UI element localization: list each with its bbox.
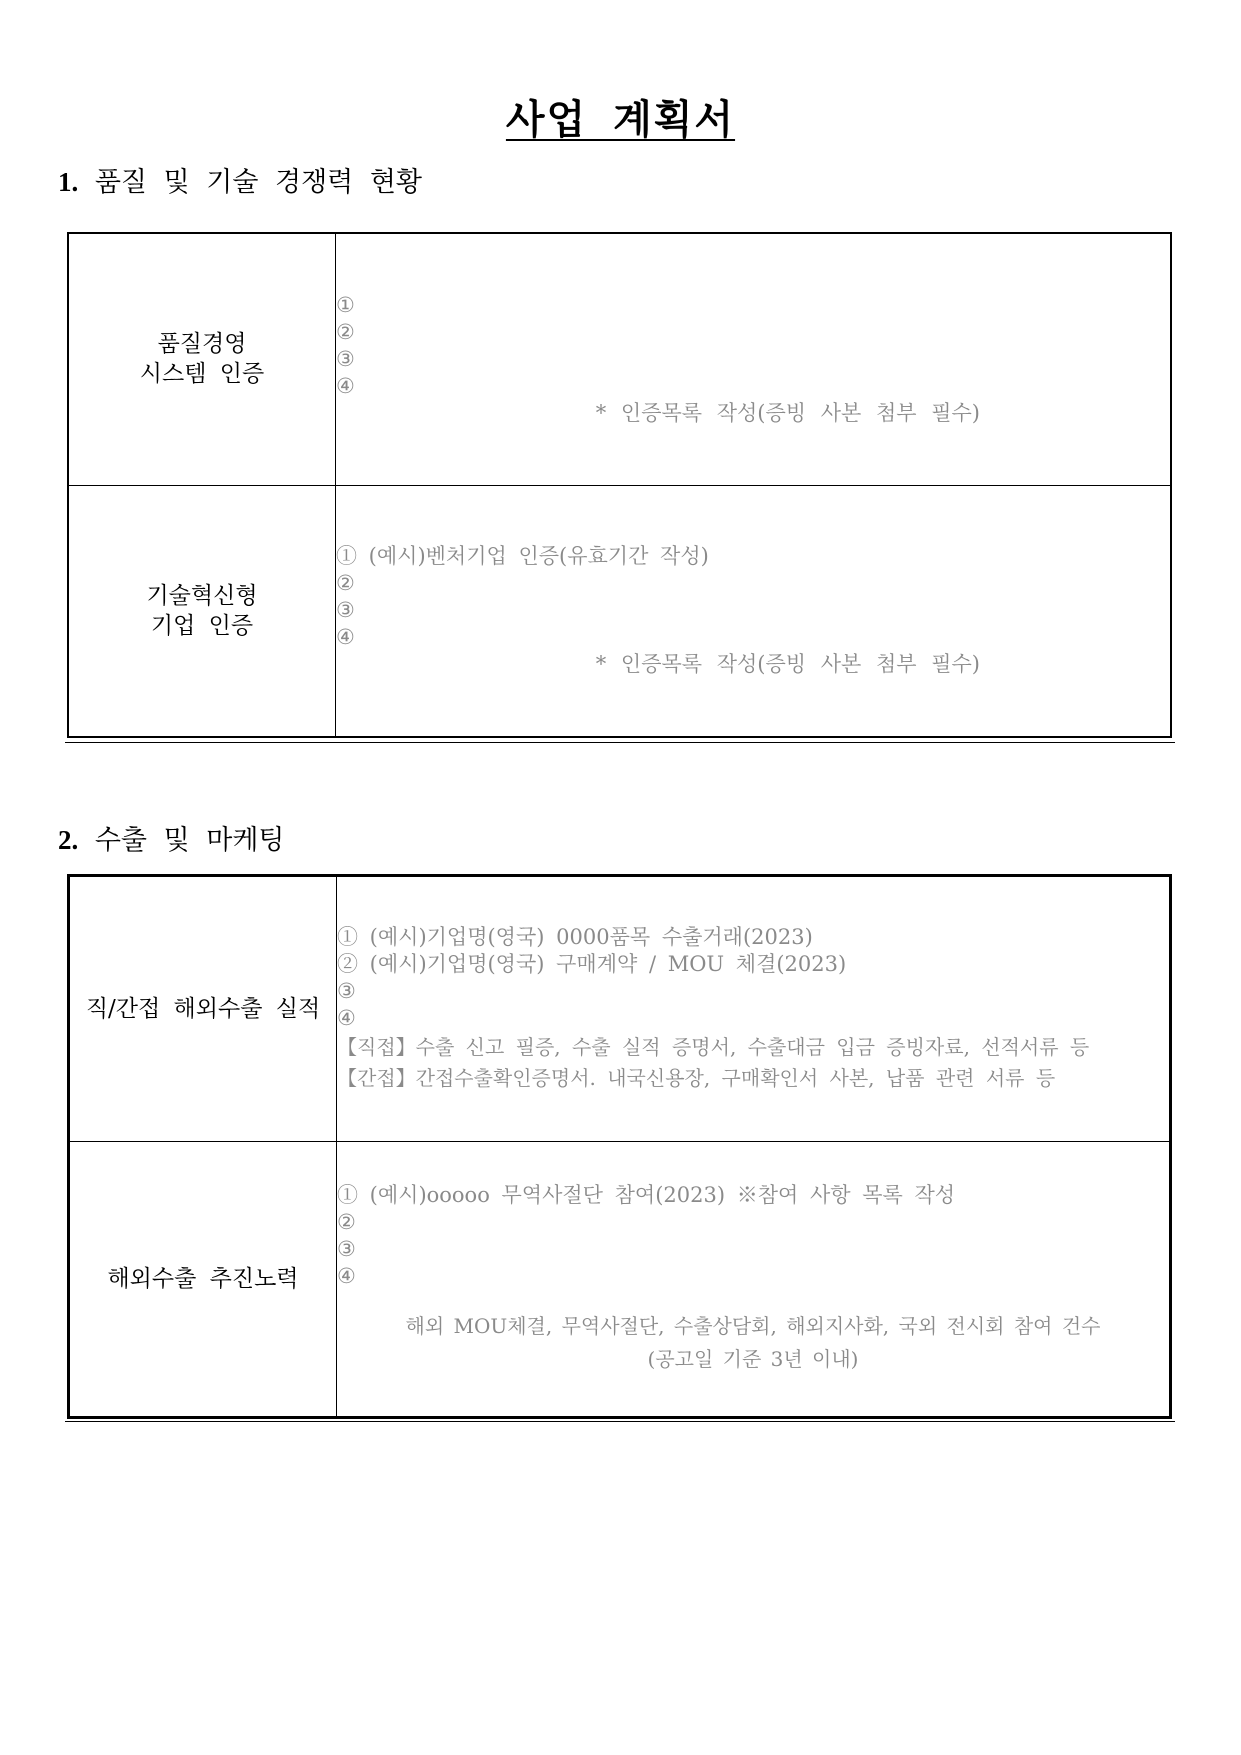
label-line: 기술혁신형 — [146, 582, 258, 609]
section-2-title: 수출 및 마케팅 — [94, 825, 285, 856]
row-content[interactable] — [337, 1142, 1171, 1418]
list-item: ① (예시)ooooo 무역사절단 참여(2023) ※참여 사항 목록 작성 — [337, 1183, 956, 1207]
list-item: ② — [337, 1210, 356, 1234]
list-item: ③ — [337, 1237, 356, 1261]
list-item: ④ — [336, 625, 355, 650]
guidance-note: (공고일 기준 3년 이내) — [647, 1347, 859, 1371]
list-item: ① (예시)벤처기업 인증(유효기간 작성) — [336, 544, 709, 569]
row-label — [68, 485, 336, 737]
section-1-title: 품질 및 기술 경쟁력 현황 — [94, 167, 422, 198]
spacer — [337, 1290, 1169, 1310]
table-underline — [65, 742, 1175, 743]
guidance-note: 해외 MOU체결, 무역사절단, 수출상담회, 해외지사화, 국외 전시회 참여 건수 — [405, 1314, 1101, 1338]
document-title-wrap — [0, 88, 1241, 145]
list-item: ③ — [336, 346, 355, 371]
list-item: ① (예시)기업명(영국) 0000품목 수출거래(2023) — [337, 925, 813, 949]
guidance-note: * 인증목록 작성(증빙 사본 첨부 필수) — [595, 400, 980, 425]
label-line: 직/간접 해외수출 실적 — [85, 996, 321, 1022]
table-underline — [65, 1421, 1175, 1422]
label-line: 품질경영 — [157, 331, 247, 358]
evidence-note: 【직접】수출 신고 필증, 수출 실적 증명서, 수출대금 입금 증빙자료, 선적서류 등 — [337, 1035, 1090, 1059]
list-item: ③ — [337, 979, 356, 1003]
list-item: ④ — [337, 1006, 356, 1030]
list-item: ① — [336, 292, 355, 317]
document-title: 사업 계획서 — [505, 97, 736, 143]
list-item: ② — [336, 571, 355, 596]
row-content[interactable] — [336, 485, 1172, 737]
row-label — [69, 876, 337, 1142]
evidence-note: 【간접】간접수출확인증명서. 내국신용장, 구매확인서 사본, 납품 관련 서류 등 — [337, 1066, 1056, 1090]
row-content[interactable] — [336, 233, 1172, 485]
section-2-number: 2. — [58, 825, 79, 855]
list-item: ② — [336, 319, 355, 344]
list-item: ④ — [336, 373, 355, 398]
certification-table — [67, 232, 1172, 738]
section-2-heading — [58, 818, 285, 857]
table-row — [68, 233, 1171, 485]
label-line: 기업 인증 — [150, 612, 254, 639]
guidance-note: * 인증목록 작성(증빙 사본 첨부 필수) — [595, 652, 980, 677]
table-row — [68, 485, 1171, 737]
list-item: ④ — [337, 1264, 356, 1288]
list-item: ③ — [336, 598, 355, 623]
list-item: ② (예시)기업명(영국) 구매계약 / MOU 체결(2023) — [337, 952, 847, 976]
table-row — [69, 1142, 1171, 1418]
section-1-heading — [58, 160, 422, 199]
row-content[interactable] — [337, 876, 1171, 1142]
label-line: 시스템 인증 — [139, 361, 265, 388]
label-line: 해외수출 추진노력 — [107, 1266, 299, 1292]
table-row — [69, 876, 1171, 1142]
row-label — [69, 1142, 337, 1418]
section-1-number: 1. — [58, 167, 79, 197]
row-label — [68, 233, 336, 485]
export-marketing-table — [67, 874, 1172, 1419]
